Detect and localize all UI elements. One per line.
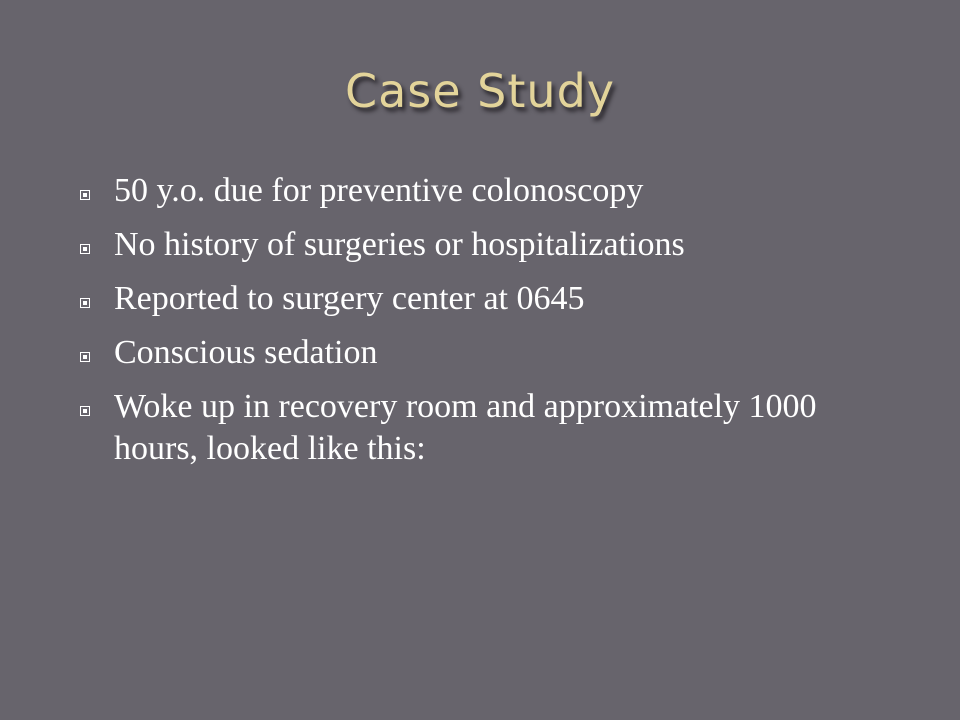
square-bullet-icon	[80, 190, 90, 200]
bullet-item	[80, 224, 900, 266]
bullet-item	[80, 332, 900, 374]
square-bullet-icon	[80, 244, 90, 254]
square-bullet-icon	[80, 406, 90, 416]
bullet-item	[80, 278, 900, 320]
bullet-text: No history of surgeries or hospitalizations	[114, 226, 685, 263]
bullet-item	[80, 170, 900, 212]
bullet-list	[80, 170, 900, 482]
bullet-text: 50 y.o. due for preventive colonoscopy	[114, 172, 644, 209]
slide-title: Case Study	[344, 64, 615, 118]
square-bullet-icon	[80, 352, 90, 362]
square-bullet-icon	[80, 298, 90, 308]
bullet-text: Conscious sedation	[114, 334, 378, 371]
bullet-text: Reported to surgery center at 0645	[114, 280, 585, 317]
bullet-item	[80, 386, 900, 470]
bullet-text: Woke up in recovery room and approximately 1000 hours, looked like this:	[114, 388, 817, 467]
